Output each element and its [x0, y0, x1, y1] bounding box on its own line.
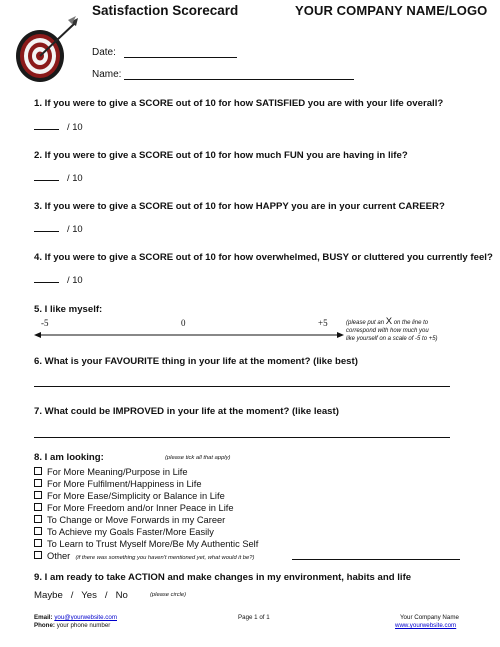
rating-line[interactable]	[34, 326, 344, 334]
score-3: / 10	[34, 222, 83, 234]
scale-max-label: +5	[318, 318, 328, 328]
footer-company: Your Company Name	[400, 614, 459, 621]
score-4: / 10	[34, 273, 83, 285]
score-1-blank[interactable]	[34, 120, 59, 130]
dartboard-icon	[10, 14, 80, 88]
checkbox[interactable]	[34, 491, 42, 499]
favourite-answer-line[interactable]	[34, 386, 450, 387]
option-freedom[interactable]: For More Freedom and/or Inner Peace in Life	[34, 503, 234, 513]
score-1: / 10	[34, 120, 83, 132]
question-4: 4. If you were to give a SCORE out of 10 for how overwhelmed, BUSY or cluttered you currently feel?	[34, 252, 493, 263]
question-8: 8. I am looking:	[34, 452, 104, 463]
circle-instructions: (please circle)	[150, 592, 187, 598]
option-goals[interactable]: To Achieve my Goals Faster/More Easily	[34, 527, 214, 537]
name-label: Name:	[92, 69, 122, 80]
option-career[interactable]: To Change or Move Forwards in my Career	[34, 515, 225, 525]
date-field[interactable]	[124, 57, 237, 58]
question-6: 6. What is your FAVOURITE thing in your life at the moment? (like best)	[34, 356, 358, 367]
improved-answer-line[interactable]	[34, 437, 450, 438]
page-title: Satisfaction Scorecard	[92, 3, 239, 18]
checkbox[interactable]	[34, 551, 42, 559]
score-4-blank[interactable]	[34, 273, 59, 283]
question-7: 7. What could be IMPROVED in your life at the moment? (like least)	[34, 406, 339, 417]
website-link[interactable]: www.yourwebsite.com	[395, 622, 457, 629]
email-link[interactable]: you@yourwebsite.com	[54, 614, 117, 621]
checkbox[interactable]	[34, 539, 42, 547]
question-1: 1. If you were to give a SCORE out of 10 for how SATISFIED you are with your life overall?	[34, 98, 444, 109]
option-other[interactable]: Other (if there was something you haven't mentioned yet, what would it be?)	[34, 551, 254, 561]
footer-email: Email: you@yourwebsite.com	[34, 614, 117, 621]
scale-mid-label: 0	[181, 318, 186, 328]
question-2: 2. If you were to give a SCORE out of 10 for how much FUN you are having in life?	[34, 150, 408, 161]
date-label: Date:	[92, 47, 116, 58]
action-answers[interactable]: Maybe / Yes / No	[34, 590, 128, 601]
checkbox[interactable]	[34, 479, 42, 487]
question-9: 9. I am ready to take ACTION and make changes in my environment, habits and life	[34, 572, 412, 583]
question-3: 3. If you were to give a SCORE out of 10 for how HAPPY you are in your current CAREER?	[34, 201, 445, 212]
option-trust[interactable]: To Learn to Trust Myself More/Be My Authentic Self	[34, 539, 258, 549]
score-2-blank[interactable]	[34, 171, 59, 181]
option-meaning[interactable]: For More Meaning/Purpose in Life	[34, 467, 188, 477]
company-name-logo: YOUR COMPANY NAME/LOGO	[295, 3, 488, 18]
scale-instructions: (please put an X on the line to correspond with how much you like yourself on a scale of -5 to +5)	[346, 316, 438, 343]
other-answer-line[interactable]	[292, 559, 460, 560]
tick-instructions: (please tick all that apply)	[165, 455, 231, 461]
score-2: / 10	[34, 171, 83, 183]
score-3-blank[interactable]	[34, 222, 59, 232]
page-number: Page 1 of 1	[238, 614, 270, 621]
checkbox[interactable]	[34, 515, 42, 523]
footer-phone: Phone: your phone number	[34, 622, 111, 629]
question-5: 5. I like myself:	[34, 304, 103, 315]
checkbox[interactable]	[34, 527, 42, 535]
scale-min-label: -5	[41, 318, 49, 328]
option-fulfilment[interactable]: For More Fulfilment/Happiness in Life	[34, 479, 202, 489]
checkbox[interactable]	[34, 503, 42, 511]
option-ease[interactable]: For More Ease/Simplicity or Balance in Life	[34, 491, 225, 501]
name-field[interactable]	[124, 79, 354, 80]
checkbox[interactable]	[34, 467, 42, 475]
